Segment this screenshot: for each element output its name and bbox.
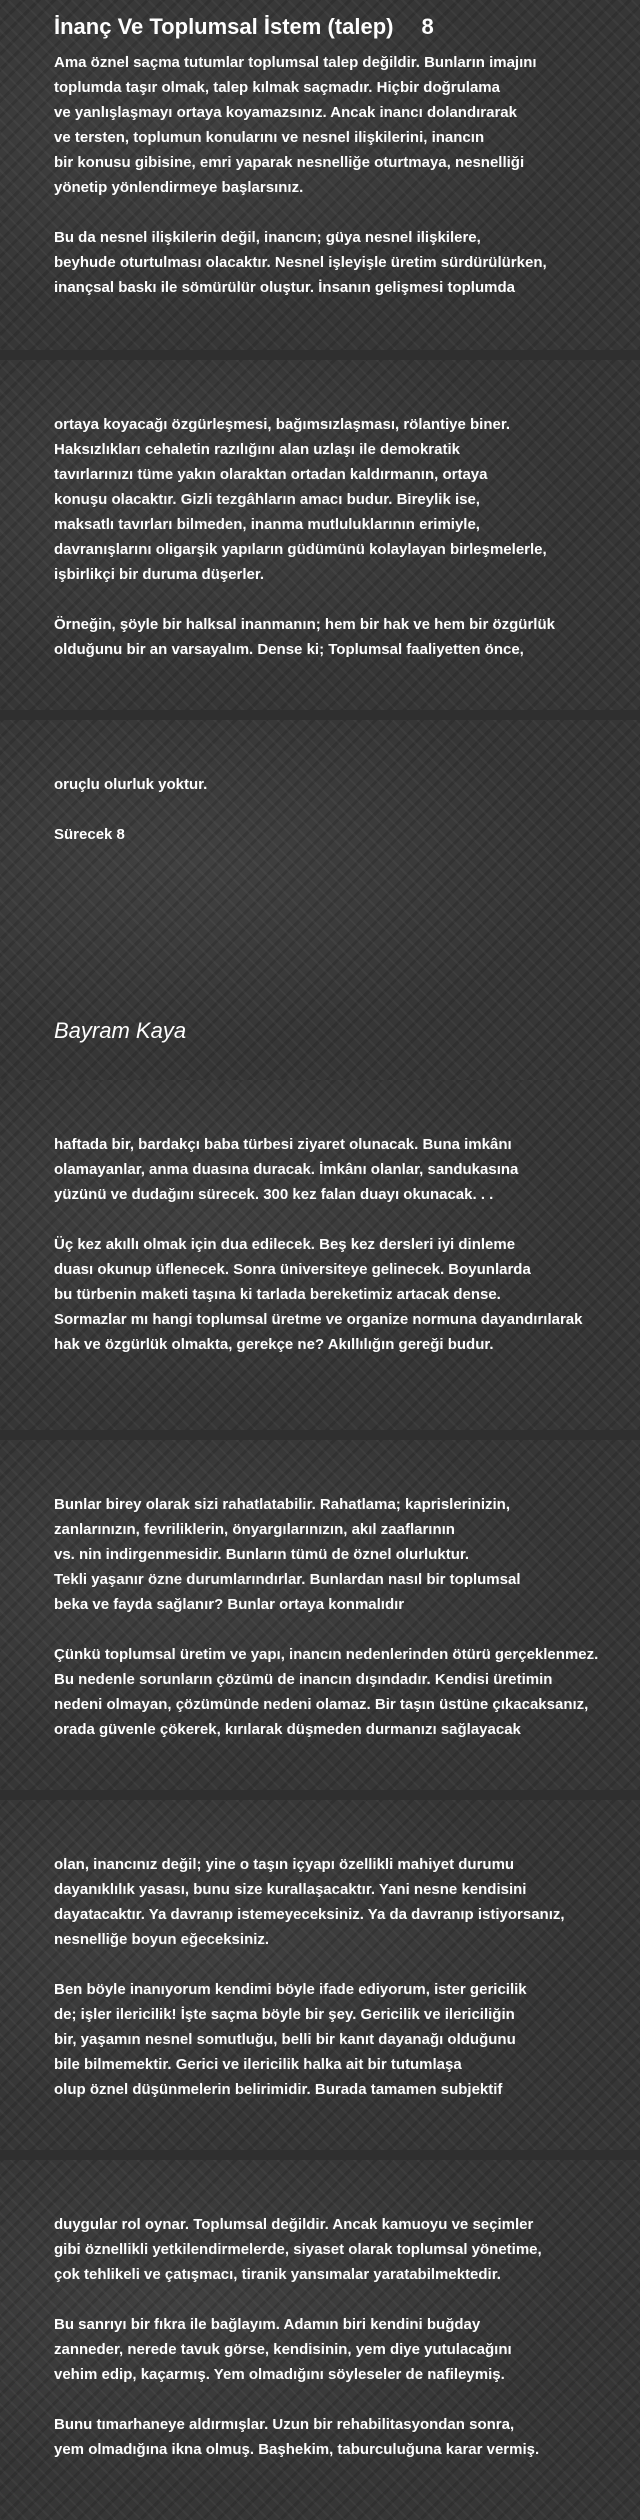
author-name: Bayram Kaya <box>54 1018 187 1043</box>
text-block-6: olan, inancınız değil; yine o taşın içyapı özellikli mahiyet durumu dayanıklılık yasası, bunu size kurallaşacaktır. Yani nesne kendisini dayatacaktır. Ya davranıp istemeyeceksiniz. Ya da davranıp istiyorsanız, nesnelliğe boyun eğeceksiniz. Ben böyle inanıyorum kendimi böyle ifade ediyorum, ister gericilik de; işler ilericilik! İşte saçma böyle bir şey. Gericilik ve ilericiliğin bir, yaşamın nesnel somutluğu, belli bir kanıt dayanağı olduğunu bile bilmemektir. Gerici ve ilericilik halka ait bir tutumlaşa olup öznel düşünmelerin belirimidir. Burada tamamen subjektif <box>54 1856 565 2098</box>
page-title <box>54 14 434 40</box>
text-panel-4 <box>0 1080 640 1430</box>
text-panel-5 <box>0 1440 640 1790</box>
text-panel-2 <box>0 360 640 710</box>
text-block-3: oruçlu olurluk yoktur. Sürecek 8 <box>54 776 208 843</box>
text-block-7: duygular rol oynar. Toplumsal değildir. Ancak kamuoyu ve seçimler gibi öznellikli yetkilendirmelerde, siyaset olarak toplumsal yönetime, çok tehlikeli ve çatışmacı, tiranik yansımalar yaratabilmektedir. Bu sanrıyı bir fıkra ile bağlayım. Adamın biri kendini buğday zanneder, nerede tavuk görse, kendisinin, yem diye yutulacağını vehim edip, kaçarmış. Yem olmadığını söyleseler de nafileymiş. Bunu tımarhaneye aldırmışlar. Uzun bir rehabilitasyondan sonra, yem olmadığına ikna olmuş. Başhekim, taburculuğuna karar vermiş. <box>54 2216 542 2458</box>
text-panel-7 <box>0 2160 640 2520</box>
text-block-1: Ama öznel saçma tutumlar toplumsal talep değildir. Bunların imajını toplumda taşır olmak, talep kılmak saçmadır. Hiçbir doğrulama ve yanlışlaşmayı ortaya koyamazsınız. Ancak inancı dolandırarak ve tersten, toplumun konularını ve nesnel ilişkilerini, inancın bir konusu gibisine, emri yaparak nesnelliğe oturtmaya, nesnelliği yönetip yönlendirmeye başlarsınız. Bu da nesnel ilişkilerin değil, inancın; güya nesnel ilişkilere, beyhude oturtulması olacaktır. Nesnel işleyişle üretim sürdürülürken, inançsal baskı ile sömürülür oluştur. İnsanın gelişmesi toplumda <box>54 54 547 296</box>
text-block-4: haftada bir, bardakçı baba türbesi ziyaret olunacak. Buna imkânı olamayanlar, anma duasına duracak. İmkânı olanlar, sandukasına yüzünü ve dudağını sürecek. 300 kez falan duayı okunacak. . . Üç kez akıllı olmak için dua edilecek. Beş kez dersleri iyi dinleme duası okunup üflenecek. Sonra üniversiteye gelinecek. Boyunlarda bu türbenin maketi taşına ki tarlada bereketimiz artacak dense. Sormazlar mı hangi toplumsal üretme ve organize normuna dayandırılarak hak ve özgürlük olmakta, gerekçe ne? Akıllılığın gereği budur. <box>54 1136 583 1353</box>
part-number: 8 <box>421 14 434 39</box>
text-block-5: Bunlar birey olarak sizi rahatlatabilir. Rahatlama; kaprislerinizin, zanlarınızın, fevriliklerin, önyargılarınızın, akıl zaaflarının vs. nin indirgenmesidir. Bunların tümü de öznel olurluktur. Tekli yaşanır özne durumlarındırlar. Bunlardan nasıl bir toplumsal beka ve fayda sağlanır? Bunlar ortaya konmalıdır Çünkü toplumsal üretim ve yapı, inancın nedenlerinden ötürü gerçeklenmez. Bu nedenle sorunların çözümü de inancın dışındadır. Kendisi üretimin nedeni olmayan, çözümünde nedeni olamaz. Bir taşın üstüne çıkacaksanız, orada güvenle çökerek, kırılarak düşmeden durmanızı sağlayacak <box>54 1496 599 1738</box>
text-block-2: ortaya koyacağı özgürleşmesi, bağımsızlaşması, rölantiye biner. Haksızlıkları cehaletin razılığını alan uzlaşı ile demokratik tavırlarınızı tüme yakın olaraktan ortadan kaldırmanın, ortaya konuşu olacaktır. Gizli tezgâhların amacı budur. Bireylik ise, maksatlı tavırları bilmeden, inanma mutluluklarının erimiyle, davranışlarını oligarşik yapıların güdümünü kolaylayan birleşmelerle, işbirlikçi bir duruma düşerler. Örneğin, şöyle bir halksal inanmanın; hem bir hak ve hem bir özgürlük olduğunu bir an varsayalım. Dense ki; Toplumsal faaliyetten önce, <box>54 416 555 658</box>
text-panel-1 <box>0 0 640 350</box>
text-panel-6 <box>0 1800 640 2150</box>
title-text: İnanç Ve Toplumsal İstem (talep) <box>54 14 394 39</box>
